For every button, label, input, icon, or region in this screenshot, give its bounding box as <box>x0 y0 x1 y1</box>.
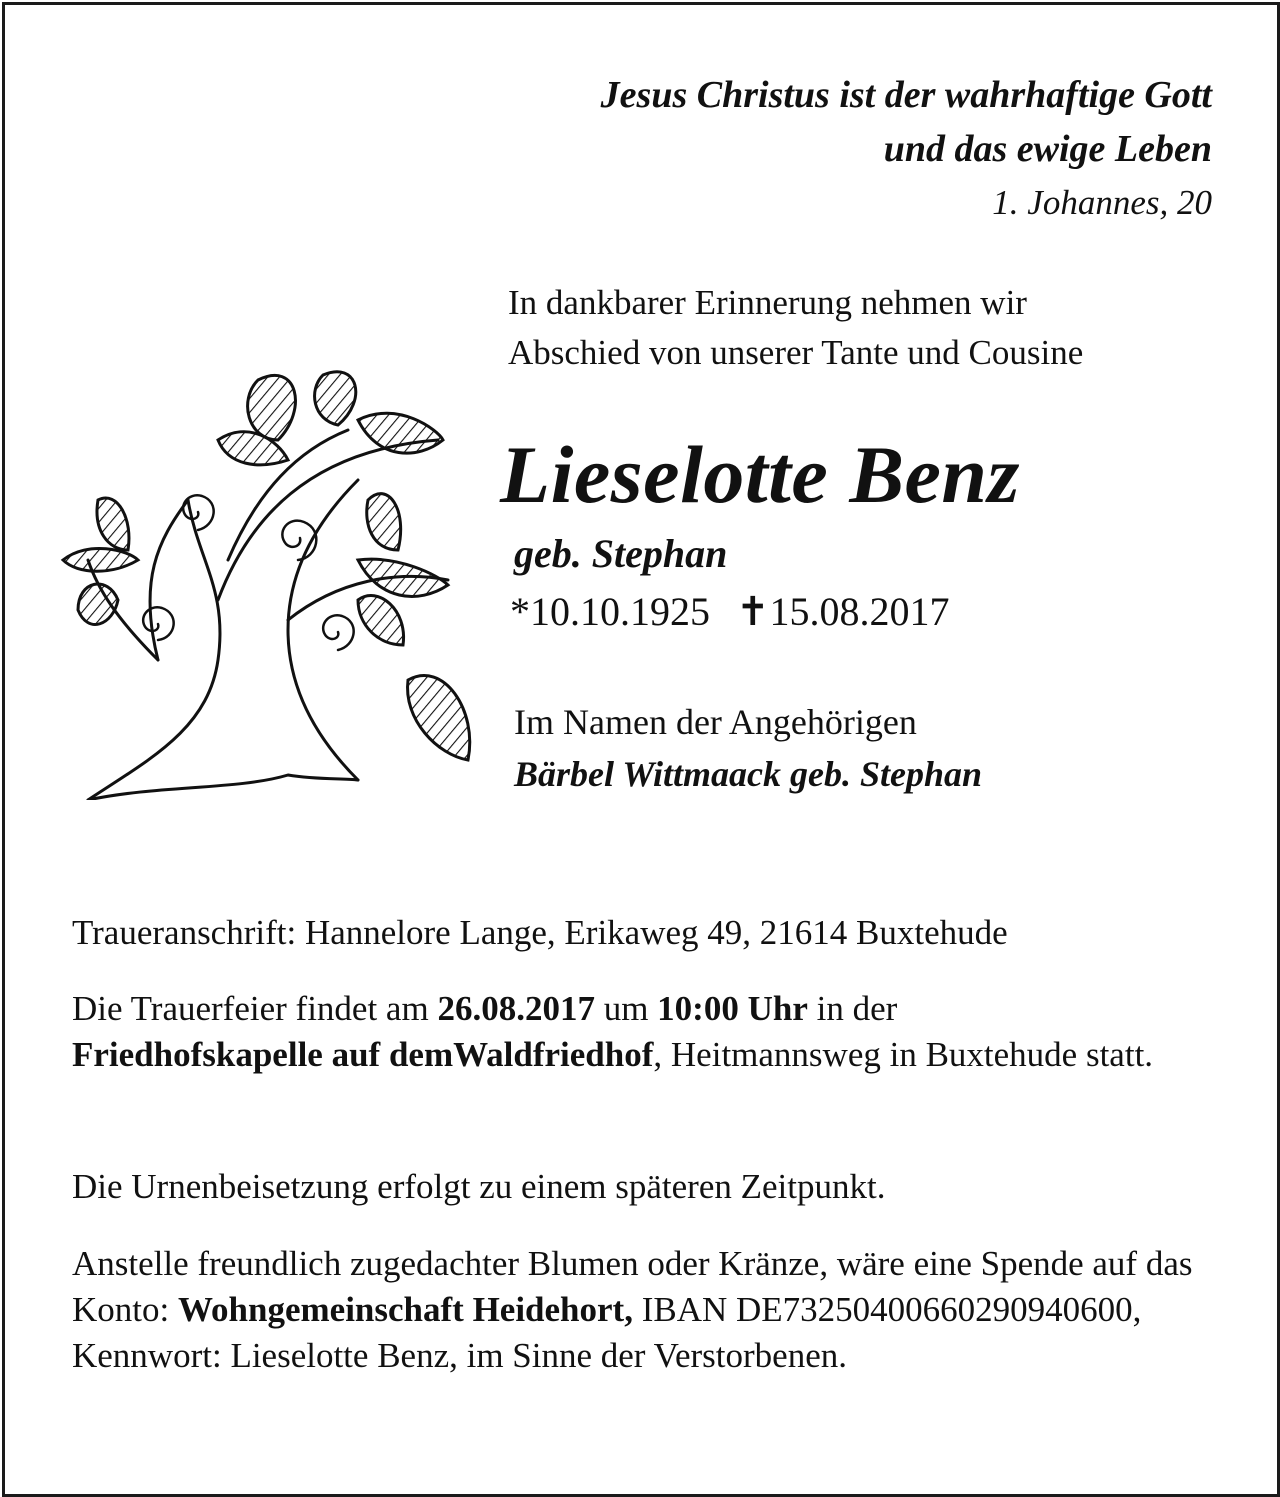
donation-part-2: IBAN DE73250400660290940600, Kennwort: Lieselotte Benz, im Sinne der Verstorbenen. <box>72 1290 1142 1375</box>
ceremony-place: Friedhofskapelle auf demWaldfriedhof <box>72 1035 654 1074</box>
ceremony-text <box>72 986 1212 1078</box>
family-name: Bärbel Wittmaack geb. Stephan <box>514 754 983 794</box>
ceremony-part-1: Die Trauerfeier findet am <box>72 989 438 1028</box>
family-line: Im Namen der Angehörigen <box>514 702 917 742</box>
quote-line-2: und das ewige Leben <box>883 128 1212 170</box>
life-dates <box>510 588 950 635</box>
ceremony-time: 10:00 Uhr <box>657 989 808 1028</box>
donation-part-1: Anstelle freundlich zugedachter Blumen oder Kränze, wäre eine Spende auf das Konto: <box>72 1244 1193 1329</box>
quote-line-1: Jesus Christus ist der wahrhaftige Gott <box>600 74 1212 116</box>
quote-reference: 1. Johannes, 20 <box>992 183 1212 222</box>
intro-line-1: In dankbarer Erinnerung nehmen wir <box>508 283 1027 322</box>
deceased-name: Lieselotte Benz <box>500 429 1020 520</box>
ceremony-part-3: in der <box>807 989 898 1028</box>
family-signature <box>514 696 982 800</box>
donation-recipient: Wohngemeinschaft Heidehort, <box>177 1290 633 1329</box>
tree-of-life-icon <box>58 360 478 800</box>
donation-text <box>72 1241 1212 1379</box>
ceremony-date: 26.08.2017 <box>437 989 595 1028</box>
ceremony-part-2: um <box>594 989 658 1028</box>
death-date: ✝15.08.2017 <box>736 589 950 634</box>
urn-burial-text: Die Urnenbeisetzung erfolgt zu einem späteren Zeitpunkt. <box>72 1167 886 1206</box>
birth-date: *10.10.1925 <box>510 589 710 634</box>
mourning-address: Traueranschrift: Hannelore Lange, Erikaweg 49, 21614 Buxtehude <box>72 913 1008 952</box>
intro-line-2: Abschied von unserer Tante und Cousine <box>508 333 1084 372</box>
bible-quote <box>601 68 1212 230</box>
maiden-name: geb. Stephan <box>514 531 728 576</box>
ceremony-part-4: , Heitmannsweg in Buxtehude statt. <box>653 1035 1154 1074</box>
intro-text <box>508 278 1083 378</box>
